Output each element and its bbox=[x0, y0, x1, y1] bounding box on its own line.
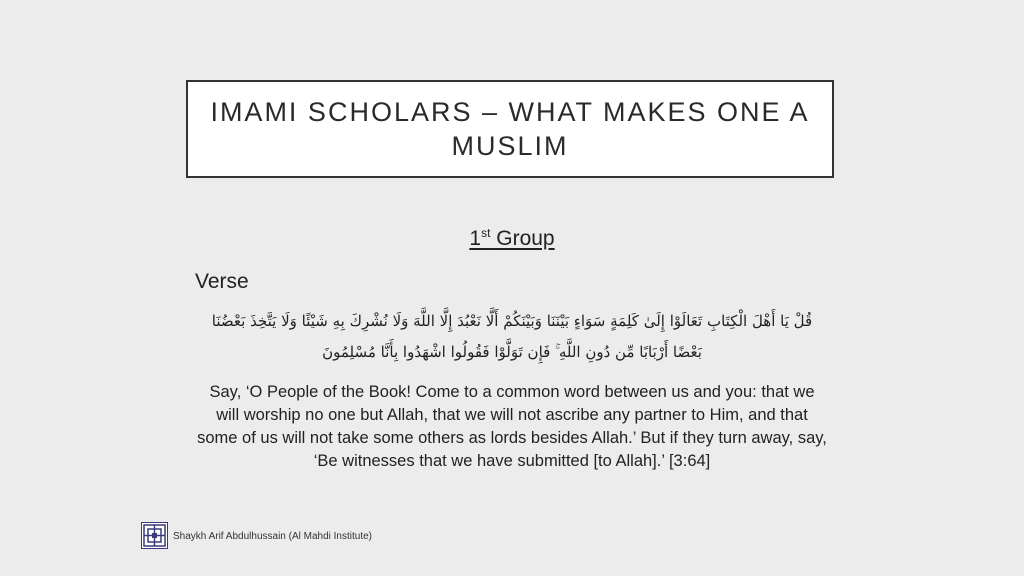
verse-label: Verse bbox=[195, 270, 249, 293]
institute-logo-icon bbox=[141, 522, 168, 549]
slide-title: IMAMI SCHOLARS – WHAT MAKES ONE A MUSLIM bbox=[210, 97, 810, 161]
group-number: 1 bbox=[469, 227, 482, 250]
verse-translation: Say, ‘O People of the Book! Come to a common word between us and you: that we will worship no one but Allah, that we will not ascribe any partner to Him, and that some of us will not take some others as lords besides Allah.’ But if they turn away, say, ‘Be witnesses that we have submitted [to Allah].’ [3:64] bbox=[197, 383, 827, 470]
group-word: Group bbox=[490, 227, 555, 250]
group-heading bbox=[0, 226, 1024, 251]
title-box bbox=[186, 80, 834, 178]
group-suffix: st bbox=[481, 226, 491, 240]
footer-credit: Shaykh Arif Abdulhussain (Al Mahdi Institute) bbox=[173, 531, 372, 542]
arabic-verse: قُلْ يَا أَهْلَ الْكِتَابِ تَعَالَوْا إِلَىٰ كَلِمَةٍ سَوَاءٍ بَيْنَنَا وَبَيْنَكُمْ أَلَّا نَعْبُدَ إِلَّا اللَّهَ وَلَا نُشْرِكَ بِهِ شَيْئًا وَلَا يَتَّخِذَ بَعْضُنَا بَعْضًا أَرْبَابًا مِّن دُونِ اللَّهِ ۚ فَإِن تَوَلَّوْا فَقُولُوا اشْهَدُوا بِأَنَّا مُسْلِمُونَ bbox=[211, 312, 813, 361]
